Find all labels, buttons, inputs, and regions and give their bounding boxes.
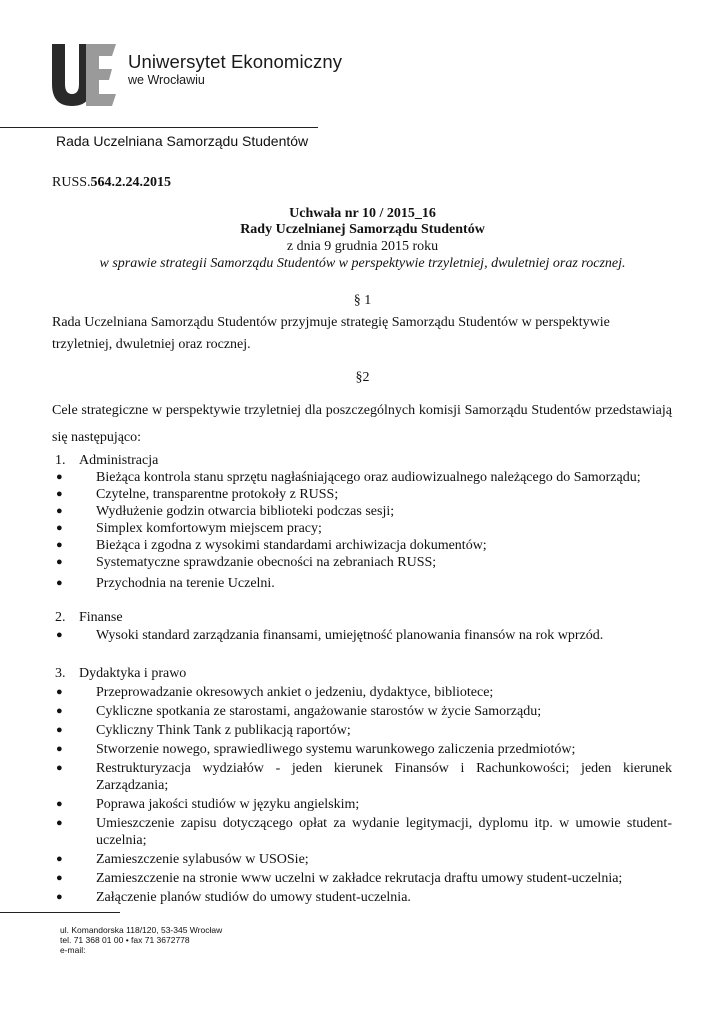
list-item-text: Wysoki standard zarządzania finansami, umiejętność planowania finansów na rok wprzód. <box>96 628 604 643</box>
list-item-text: Umieszczenie zapisu dotyczącego opłat za wydanie legitymacji, dyplomu itp. w umowie student-uczelnia; <box>96 816 672 848</box>
paragraph-2-mark: §2 <box>355 370 370 385</box>
reference-prefix: RUSS. <box>52 175 91 190</box>
paragraph-1-mark: § 1 <box>353 293 372 308</box>
list-item-text: Bieżąca i zgodna z wysokimi standardami archiwizacja dokumentów; <box>96 538 487 553</box>
bullet-icon: ● <box>56 817 63 829</box>
university-city: we Wrocławiu <box>128 73 205 87</box>
bullet-icon: ● <box>56 629 63 641</box>
bullet-icon: ● <box>56 488 63 500</box>
document-reference <box>52 175 171 191</box>
list-item <box>0 537 725 554</box>
list-item-text: Zamieszczenie sylabusów w USOSie; <box>96 852 309 867</box>
resolution-issuer: Rady Uczelnianej Samorządu Studentów <box>240 222 485 237</box>
section-1-list <box>0 469 725 592</box>
list-item-text: Wydłużenie godzin otwarcia biblioteki podczas sesji; <box>96 504 395 519</box>
footer-divider <box>0 912 120 913</box>
list-item-text: Załączenie planów studiów do umowy student-uczelnia. <box>96 890 411 905</box>
list-item <box>0 741 725 758</box>
list-item <box>0 554 725 571</box>
section-title-finanse: Finanse <box>79 610 123 625</box>
bullet-icon: ● <box>56 577 63 589</box>
footer-address: ul. Komandorska 118/120, 53-345 Wrocław <box>60 925 223 935</box>
list-item <box>0 796 725 813</box>
list-item-text: Cykliczny Think Tank z publikacją raportów; <box>96 723 351 738</box>
bullet-icon: ● <box>56 798 63 810</box>
list-item <box>0 469 725 486</box>
list-item <box>0 520 725 537</box>
list-item <box>0 486 725 503</box>
list-item <box>0 870 725 887</box>
header-divider <box>0 127 318 128</box>
resolution-subject: w sprawie strategii Samorządu Studentów w perspektywie trzyletniej, dwuletniej oraz rocznej. <box>99 256 626 271</box>
list-item-text: Zamieszczenie na stronie www uczelni w zakładce rekrutacja draftu umowy student-uczelnia; <box>96 871 623 886</box>
list-item-text: Poprawa jakości studiów w języku angielskim; <box>96 797 360 812</box>
list-item <box>0 760 725 794</box>
section-2-list <box>0 627 725 644</box>
list-item-text: Przychodnia na terenie Uczelni. <box>96 576 275 591</box>
list-item-text: Systematyczne sprawdzanie obecności na zebraniach RUSS; <box>96 555 437 570</box>
section-3-list <box>0 684 725 906</box>
bullet-icon: ● <box>56 556 63 568</box>
reference-number: 564.2.24.2015 <box>90 175 172 190</box>
list-item-text: Cykliczne spotkania ze starostami, angażowanie starostów w życie Samorządu; <box>96 704 542 719</box>
council-name: Rada Uczelniana Samorządu Studentów <box>56 133 309 149</box>
resolution-number: Uchwała nr 10 / 2015_16 <box>289 206 436 221</box>
list-item-text: Restrukturyzacja wydziałów - jeden kierunek Finansów i Rachunkowości; jeden kierunek Zarządzania; <box>96 761 672 793</box>
bullet-icon: ● <box>56 539 63 551</box>
section-number: 3. <box>55 666 66 681</box>
bullet-icon: ● <box>56 686 63 698</box>
bullet-icon: ● <box>56 705 63 717</box>
list-item <box>0 503 725 520</box>
bullet-icon: ● <box>56 872 63 884</box>
section-number: 2. <box>55 610 66 625</box>
list-item <box>0 815 725 849</box>
list-item <box>0 627 725 644</box>
list-item <box>0 722 725 739</box>
list-item <box>0 851 725 868</box>
bullet-icon: ● <box>56 743 63 755</box>
list-item <box>0 703 725 720</box>
list-item-text: Bieżąca kontrola stanu sprzętu nagłaśniającego oraz audiowizualnego należącego do Samorządu; <box>96 470 641 485</box>
list-item-text: Przeprowadzanie okresowych ankiet o jedzeniu, dydaktyce, bibliotece; <box>96 685 494 700</box>
bullet-icon: ● <box>56 471 63 483</box>
section-title-administracja: Administracja <box>79 453 159 468</box>
bullet-icon: ● <box>56 522 63 534</box>
section-title-dydaktyka: Dydaktyka i prawo <box>79 666 187 681</box>
list-item <box>0 889 725 906</box>
bullet-icon: ● <box>56 891 63 903</box>
university-name: Uniwersytet Ekonomiczny <box>128 51 343 72</box>
list-item-text: Simplex komfortowym miejscem pracy; <box>96 521 322 536</box>
bullet-icon: ● <box>56 505 63 517</box>
section-number: 1. <box>55 453 66 468</box>
footer-phone-fax: tel. 71 368 01 00 • fax 71 3672778 <box>60 935 190 945</box>
footer-contact <box>60 925 222 955</box>
university-logo <box>52 44 130 106</box>
bullet-icon: ● <box>56 762 63 774</box>
resolution-date: z dnia 9 grudnia 2015 roku <box>286 239 439 254</box>
paragraph-2-text: Cele strategiczne w perspektywie trzyletniej dla poszczególnych komisji Samorządu Studentów przedstawiają się następująco: <box>52 403 672 445</box>
list-item-text: Czytelne, transparentne protokoły z RUSS; <box>96 487 339 502</box>
list-item <box>0 575 725 592</box>
bullet-icon: ● <box>56 853 63 865</box>
list-item-text: Stworzenie nowego, sprawiedliwego systemu warunkowego zaliczenia przedmiotów; <box>96 742 576 757</box>
paragraph-1-text: Rada Uczelniana Samorządu Studentów przyjmuje strategię Samorządu Studentów w perspektywie trzyletniej, dwuletniej oraz rocznej. <box>52 315 610 352</box>
footer-email-label: e-mail: <box>60 945 86 955</box>
list-item <box>0 684 725 701</box>
bullet-icon: ● <box>56 724 63 736</box>
